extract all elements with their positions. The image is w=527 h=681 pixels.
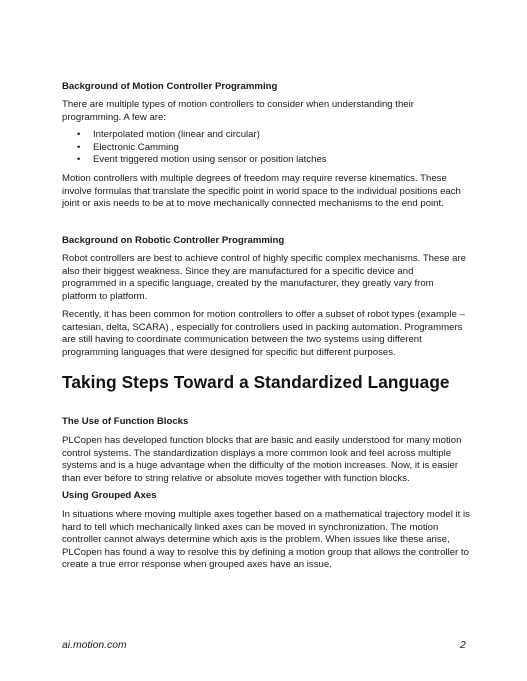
list-item: • Interpolated motion (linear and circular) [77, 129, 260, 140]
list-item: • Electronic Camming [77, 141, 179, 153]
section-heading-motion-controller: Background of Motion Controller Programming [62, 81, 278, 92]
paragraph-robot-types: Recently, it has been common for motion controllers to offer a subset of robot types (example – cartesian, delta, SCARA) , especially for controllers used in packing automation. Programmers are still having to coordinate communication between the two systems using different programming languages that were designed for specific but different purposes. [62, 309, 465, 358]
paragraph-motion-intro: There are multiple types of motion controllers to consider when understanding their programming. A few are: [62, 99, 414, 123]
section-heading-function-blocks: The Use of Function Blocks [62, 416, 189, 427]
bullet-icon: • [77, 141, 81, 153]
paragraph-grouped-axes: In situations where moving multiple axes together based on a mathematical trajectory model it is hard to tell which mechanically linked axes can be moved in synchronization. The motion controller cannot always determine which axis is the problem. When issues like these arise, PLCopen has found a way to resolve this by defining a motion group that allows the controller to create a true error response when grouped axes have an issue. [62, 509, 470, 571]
paragraph-reverse-kinematics: Motion controllers with multiple degrees of freedom may require reverse kinematics. These involve formulas that translate the specific point in world space to the individual positions each joint or axis needs to be at to move mechanically connected mechanisms to the end point. [62, 173, 461, 210]
page-number: 2 [460, 640, 466, 651]
bullet-icon: • [77, 154, 81, 166]
paragraph-function-blocks: PLCopen has developed function blocks that are basic and easily understood for many motion control systems. The standardization displays a more common look and feel across multiple systems and is a huge advantage when the difficulty of the motion increases. Now, it is easier than ever before to string relative or absolute moves together with function blocks. [62, 435, 462, 484]
footer-site-link[interactable]: ai.motion.com [62, 640, 127, 651]
bullet-list-motion-types [62, 129, 327, 167]
list-item: • Event triggered motion using sensor or position latches [77, 154, 327, 166]
section-heading-grouped-axes: Using Grouped Axes [62, 490, 157, 501]
page-title: Taking Steps Toward a Standardized Language [62, 372, 450, 392]
paragraph-robot-controllers: Robot controllers are best to achieve control of highly specific complex mechanisms. These are also their biggest weakness. Since they are manufactured for a specific device and programmed in a specific language, created by the manufacturer, they greatly vary from platform to platform. [62, 253, 467, 302]
bullet-icon: • [77, 129, 81, 140]
section-heading-robotic-controller: Background on Robotic Controller Programming [62, 235, 285, 246]
